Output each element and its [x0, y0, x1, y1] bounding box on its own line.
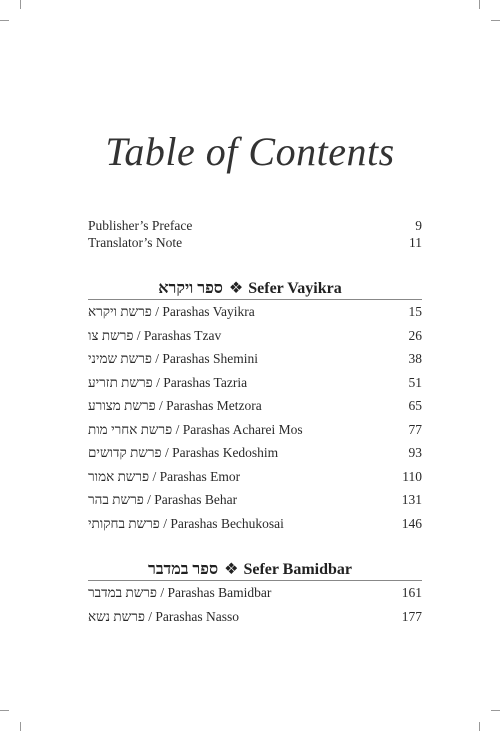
page-number: 51	[408, 374, 422, 390]
entry-hebrew: פרשת ויקרא	[88, 304, 152, 319]
toc-entry[interactable]	[88, 609, 422, 633]
crop-mark	[20, 722, 21, 731]
entry-english: / Parashas Kedoshim	[161, 445, 279, 460]
toc-entry[interactable]	[88, 351, 422, 375]
toc-entry[interactable]	[88, 328, 422, 352]
section-heading	[0, 278, 500, 298]
entry-english: / Parashas Tazria	[152, 374, 248, 390]
toc-entry[interactable]	[88, 469, 422, 493]
page-number: 15	[408, 304, 422, 319]
entry-english: / Parashas Tzav	[133, 327, 222, 343]
toc-entry[interactable]	[88, 445, 422, 469]
crop-mark	[0, 20, 9, 21]
crop-mark	[491, 710, 500, 711]
page-number: 131	[401, 492, 422, 507]
toc-entry[interactable]	[88, 398, 422, 422]
entry-hebrew: פרשת שמיני	[88, 351, 152, 366]
page-number: 93	[408, 445, 422, 460]
entry-english: / Parashas Metzora	[155, 398, 262, 413]
entry-hebrew: פרשת צו	[88, 327, 134, 343]
entry-hebrew: פרשת בחקותי	[88, 515, 160, 531]
toc-entry[interactable]	[88, 218, 422, 235]
entry-english: / Parashas Shemini	[151, 351, 259, 366]
toc-entry[interactable]	[88, 492, 422, 516]
toc-entry[interactable]	[88, 422, 422, 446]
crop-mark	[0, 710, 9, 711]
crop-mark	[479, 722, 480, 731]
section-heading-hebrew: ספר ויקרא	[158, 280, 223, 297]
crop-mark	[20, 0, 21, 9]
entry-hebrew: פרשת נשא	[88, 608, 145, 624]
toc-entry[interactable]	[88, 235, 422, 252]
front-matter-list	[88, 218, 422, 252]
section-divider	[88, 299, 422, 300]
section-entries	[88, 304, 422, 539]
entry-english: / Parashas Acharei Mos	[172, 421, 303, 437]
page-number: 146	[401, 515, 422, 531]
entry-english: / Parashas Behar	[143, 492, 238, 507]
entry-hebrew: פרשת קדושים	[88, 445, 162, 460]
toc-entry[interactable]	[88, 375, 422, 399]
page-number: 77	[408, 421, 422, 437]
crop-mark	[491, 20, 500, 21]
page-number: 65	[408, 398, 422, 413]
page-title: Table of Contents	[105, 129, 395, 174]
entry-hebrew: פרשת בהר	[88, 492, 144, 507]
section-entries	[88, 585, 422, 632]
section-heading	[0, 559, 500, 579]
page-number: 110	[402, 468, 422, 484]
entry-hebrew: פרשת אמור	[88, 468, 150, 484]
entry-hebrew: פרשת תזריע	[88, 374, 153, 390]
entry-label: Translator’s Note	[88, 235, 183, 250]
section-heading-english: Sefer Vayikra	[248, 280, 342, 297]
page-number: 11	[409, 235, 422, 250]
page-number: 38	[408, 351, 422, 366]
page-number: 161	[401, 585, 422, 600]
diamond-ornament-icon: ❖	[228, 280, 244, 297]
page-number: 177	[401, 608, 422, 624]
entry-english: / Parashas Nasso	[144, 608, 240, 624]
entry-hebrew: פרשת אחרי מות	[88, 421, 173, 437]
toc-entry[interactable]	[88, 516, 422, 540]
entry-english: / Parashas Bechukosai	[159, 515, 284, 531]
entry-english: / Parashas Bamidbar	[157, 585, 272, 600]
page-number: 26	[408, 327, 422, 343]
section-heading-english: Sefer Bamidbar	[243, 561, 353, 578]
crop-mark	[479, 0, 480, 9]
entry-hebrew: פרשת במדבר	[88, 585, 158, 600]
entry-english: / Parashas Vayikra	[151, 304, 255, 319]
toc-entry[interactable]	[88, 585, 422, 609]
toc-entry[interactable]	[88, 304, 422, 328]
entry-label: Publisher’s Preface	[88, 218, 193, 233]
section-divider	[88, 580, 422, 581]
page-number: 9	[415, 218, 422, 233]
diamond-ornament-icon: ❖	[224, 561, 239, 578]
section-heading-hebrew: ספר במדבר	[147, 561, 219, 578]
entry-english: / Parashas Emor	[149, 468, 241, 484]
entry-hebrew: פרשת מצורע	[88, 398, 156, 413]
